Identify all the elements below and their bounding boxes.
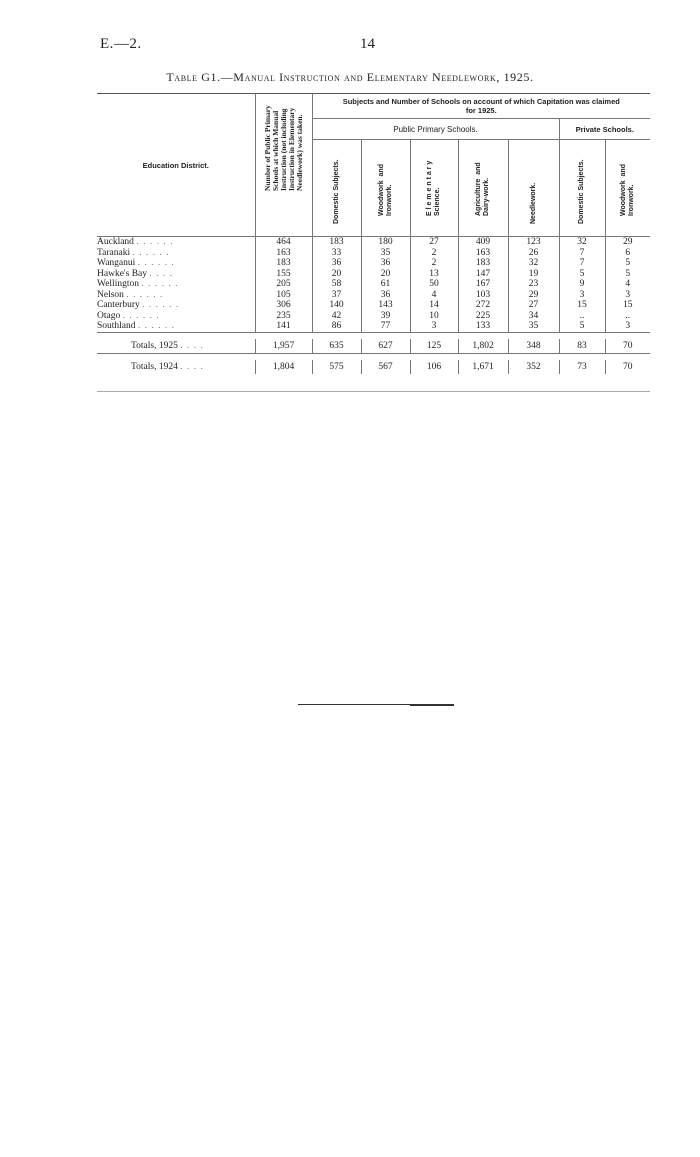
page-header xyxy=(0,30,700,54)
table-title: Table G1.—Manual Instruction and Elementary Needlework, 1925. xyxy=(166,70,534,84)
cell-woodwork: 35 xyxy=(361,248,410,259)
cell-woodwork: 61 xyxy=(361,279,410,290)
cell-priv-domestic: 15 xyxy=(559,300,605,311)
district-name: Hawke's Bay . . . . xyxy=(97,268,173,279)
cell-priv-domestic: 5 xyxy=(559,269,605,280)
cell-domestic: 42 xyxy=(312,311,361,322)
header-pub-domestic-subjects: Domestic Subjects. xyxy=(312,140,361,237)
cell-priv-woodwork: 4 xyxy=(605,279,650,290)
cell-science: 125 xyxy=(410,339,458,354)
cell-science: 106 xyxy=(410,360,458,374)
cell-priv-woodwork: 3 xyxy=(605,290,650,301)
cell-schools: 1,957 xyxy=(255,339,312,354)
page-number: 14 xyxy=(360,36,375,52)
cell-science: 3 xyxy=(410,321,458,332)
cell-science: 10 xyxy=(410,311,458,322)
header-pub-elementary-science: E l e m e n t a r y Science. xyxy=(410,140,458,237)
cell-woodwork: 627 xyxy=(361,339,410,354)
cell-woodwork: 567 xyxy=(361,360,410,374)
cell-priv-woodwork: 6 xyxy=(605,248,650,259)
totals-label: Totals, 1924 . . . . xyxy=(131,361,204,372)
cell-schools: 183 xyxy=(255,258,312,269)
cell-priv-domestic: 73 xyxy=(559,360,605,374)
cell-science: 2 xyxy=(410,248,458,259)
totals-row-1924 xyxy=(97,360,650,374)
cell-schools: 464 xyxy=(255,237,312,248)
cell-priv-woodwork: 70 xyxy=(605,339,650,354)
cell-needlework: 27 xyxy=(508,300,559,311)
cell-agriculture: 272 xyxy=(458,300,508,311)
header-pub-woodwork-ironwork: Woodwork and Ironwork. xyxy=(361,140,410,237)
cell-schools: 306 xyxy=(255,300,312,311)
cell-needlework: 352 xyxy=(508,360,559,374)
header-public-primary-schools: Public Primary Schools. xyxy=(312,119,559,140)
district-name: Taranaki . . . . . . xyxy=(97,247,170,258)
cell-domestic: 86 xyxy=(312,321,361,332)
page-reference: E.—2. xyxy=(100,36,142,52)
header-schools-count: Number of Public Primary Schools at which Manual Instruction (not including Instruction in Elementary Needlework) was taken. xyxy=(255,94,312,237)
cell-woodwork: 36 xyxy=(361,258,410,269)
cell-priv-domestic: 5 xyxy=(559,321,605,332)
cell-domestic: 33 xyxy=(312,248,361,259)
district-name: Southland . . . . . . xyxy=(97,321,176,331)
totals-label: Totals, 1925 . . . . xyxy=(131,340,204,351)
cell-science: 4 xyxy=(410,290,458,301)
cell-domestic: 575 xyxy=(312,360,361,374)
manual-instruction-table xyxy=(97,93,650,374)
cell-schools: 105 xyxy=(255,290,312,301)
cell-needlework: 29 xyxy=(508,290,559,301)
cell-priv-domestic: 7 xyxy=(559,248,605,259)
table-row xyxy=(97,300,650,311)
cell-domestic: 37 xyxy=(312,290,361,301)
table-bottom-rule xyxy=(97,391,650,392)
cell-needlework: 35 xyxy=(508,321,559,332)
cell-schools: 163 xyxy=(255,248,312,259)
cell-domestic: 635 xyxy=(312,339,361,354)
cell-domestic: 183 xyxy=(312,237,361,248)
cell-science: 50 xyxy=(410,279,458,290)
cell-schools: 235 xyxy=(255,311,312,322)
cell-agriculture: 167 xyxy=(458,279,508,290)
cell-priv-domestic: 32 xyxy=(559,237,605,248)
header-education-district: Education District. xyxy=(142,160,209,170)
cell-priv-domestic: .. xyxy=(559,311,605,322)
cell-domestic: 20 xyxy=(312,269,361,280)
cell-schools: 155 xyxy=(255,269,312,280)
cell-agriculture: 183 xyxy=(458,258,508,269)
district-name: Wellington . . . . . . xyxy=(97,279,179,289)
header-subjects-group: Subjects and Number of Schools on account of which Capitation was claimed for 1925. xyxy=(312,94,650,119)
cell-science: 13 xyxy=(410,269,458,280)
cell-needlework: 26 xyxy=(508,248,559,259)
cell-woodwork: 20 xyxy=(361,269,410,280)
district-name: Nelson . . . . . . xyxy=(97,289,164,300)
totals-row-1925 xyxy=(97,339,650,354)
cell-domestic: 140 xyxy=(312,300,361,311)
cell-agriculture: 147 xyxy=(458,269,508,280)
cell-priv-woodwork: 70 xyxy=(605,360,650,374)
cell-woodwork: 143 xyxy=(361,300,410,311)
header-pub-agriculture-dairy: Agriculture and Dairy-work. xyxy=(458,140,508,237)
table-row xyxy=(97,279,650,290)
cell-priv-domestic: 7 xyxy=(559,258,605,269)
header-private-schools: Private Schools. xyxy=(559,119,650,140)
cell-priv-woodwork: 5 xyxy=(605,269,650,280)
cell-science: 14 xyxy=(410,300,458,311)
cell-needlework: 23 xyxy=(508,279,559,290)
cell-woodwork: 39 xyxy=(361,311,410,322)
cell-domestic: 36 xyxy=(312,258,361,269)
cell-woodwork: 77 xyxy=(361,321,410,332)
cell-agriculture: 409 xyxy=(458,237,508,248)
cell-priv-domestic: 3 xyxy=(559,290,605,301)
cell-needlework: 32 xyxy=(508,258,559,269)
cell-agriculture: 225 xyxy=(458,311,508,322)
cell-priv-woodwork: 5 xyxy=(605,258,650,269)
cell-agriculture: 1,802 xyxy=(458,339,508,354)
district-name: Otago . . . . . . xyxy=(97,310,160,321)
cell-needlework: 19 xyxy=(508,269,559,280)
district-name: Canterbury . . . . . . xyxy=(97,300,180,310)
table-row xyxy=(97,269,650,280)
cell-priv-woodwork: 15 xyxy=(605,300,650,311)
table-row xyxy=(97,248,650,259)
cell-needlework: 348 xyxy=(508,339,559,354)
cell-woodwork: 36 xyxy=(361,290,410,301)
cell-needlework: 123 xyxy=(508,237,559,248)
cell-science: 2 xyxy=(410,258,458,269)
section-divider-accent xyxy=(410,704,454,706)
table-row xyxy=(97,290,650,301)
cell-priv-domestic: 9 xyxy=(559,279,605,290)
cell-priv-woodwork: 3 xyxy=(605,321,650,332)
cell-domestic: 58 xyxy=(312,279,361,290)
cell-schools: 1,804 xyxy=(255,360,312,374)
cell-priv-woodwork: 29 xyxy=(605,237,650,248)
cell-agriculture: 1,671 xyxy=(458,360,508,374)
cell-schools: 141 xyxy=(255,321,312,332)
cell-agriculture: 163 xyxy=(458,248,508,259)
cell-woodwork: 180 xyxy=(361,237,410,248)
district-name: Wanganui . . . . . . xyxy=(97,258,175,268)
cell-priv-woodwork: .. xyxy=(605,311,650,322)
header-pub-needlework: Needlework. xyxy=(508,140,559,237)
cell-agriculture: 103 xyxy=(458,290,508,301)
cell-needlework: 34 xyxy=(508,311,559,322)
cell-agriculture: 133 xyxy=(458,321,508,332)
cell-priv-domestic: 83 xyxy=(559,339,605,354)
table-row xyxy=(97,311,650,322)
table-row xyxy=(97,258,650,269)
table-row xyxy=(97,237,650,248)
cell-science: 27 xyxy=(410,237,458,248)
table-row xyxy=(97,321,650,332)
header-priv-domestic-subjects: Domestic Subjects. xyxy=(559,140,605,237)
cell-schools: 205 xyxy=(255,279,312,290)
header-priv-woodwork-ironwork: Woodwork and Ironwork. xyxy=(605,140,650,237)
district-name: Auckland . . . . . . xyxy=(97,237,174,247)
